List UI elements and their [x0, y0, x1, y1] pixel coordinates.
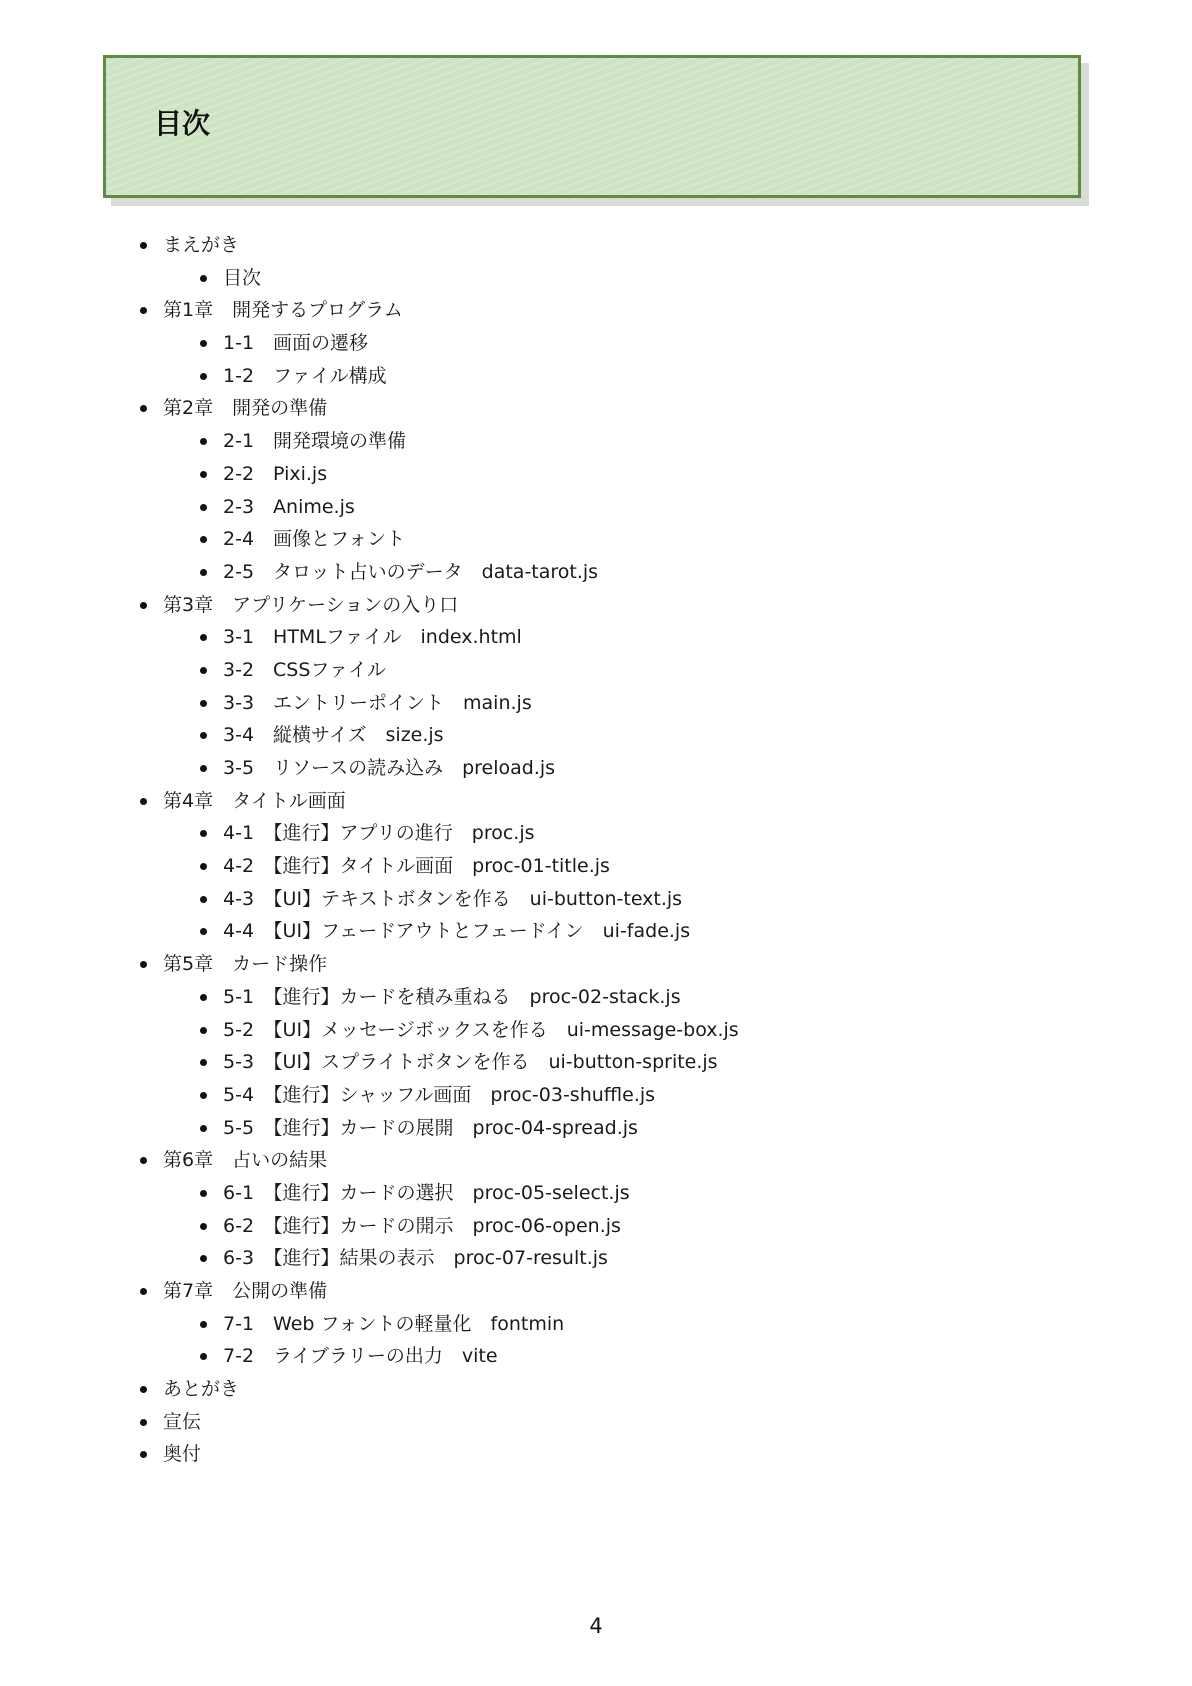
- toc-section-item: 7-1 Web フォントの軽量化 fontmin: [223, 1308, 739, 1341]
- toc-chapter-item: 第1章 開発するプログラム: [163, 294, 739, 327]
- toc-section-item: 3-3 エントリーポイント main.js: [223, 687, 739, 720]
- toc-chapter-item: 第3章 アプリケーションの入り口: [163, 589, 739, 622]
- page-number: 4: [589, 1614, 603, 1638]
- toc-section-item: 3-1 HTMLファイル index.html: [223, 621, 739, 654]
- toc-chapter-item: 第6章 占いの結果: [163, 1144, 739, 1177]
- toc-section-item: 4-3 【UI】テキストボタンを作る ui-button-text.js: [223, 883, 739, 916]
- toc-section-item: 6-2 【進行】カードの開示 proc-06-open.js: [223, 1210, 739, 1243]
- toc-heading-box: [103, 55, 1081, 198]
- toc-section-item: 5-5 【進行】カードの展開 proc-04-spread.js: [223, 1112, 739, 1145]
- toc-chapter-item: 第5章 カード操作: [163, 948, 739, 981]
- toc-chapter-item: 宣伝: [163, 1406, 739, 1439]
- toc-section-item: 1-1 画面の遷移: [223, 327, 739, 360]
- toc-section-item: 目次: [223, 262, 739, 295]
- toc-section-item: 2-4 画像とフォント: [223, 523, 739, 556]
- toc-section-item: 4-4 【UI】フェードアウトとフェードイン ui-fade.js: [223, 915, 739, 948]
- page-title: 目次: [154, 107, 211, 140]
- toc-section-item: 3-4 縦横サイズ size.js: [223, 719, 739, 752]
- toc-chapter-item: 奥付: [163, 1438, 739, 1471]
- toc-section-item: 2-2 Pixi.js: [223, 458, 739, 491]
- toc-section-item: 3-5 リソースの読み込み preload.js: [223, 752, 739, 785]
- toc-section-item: 6-3 【進行】結果の表示 proc-07-result.js: [223, 1242, 739, 1275]
- toc-section-item: 4-1 【進行】アプリの進行 proc.js: [223, 817, 739, 850]
- toc-section-item: 5-1 【進行】カードを積み重ねる proc-02-stack.js: [223, 981, 739, 1014]
- table-of-contents: [163, 229, 739, 1471]
- toc-section-item: 4-2 【進行】タイトル画面 proc-01-title.js: [223, 850, 739, 883]
- toc-section-item: 5-3 【UI】スプライトボタンを作る ui-button-sprite.js: [223, 1046, 739, 1079]
- toc-section-item: 3-2 CSSファイル: [223, 654, 739, 687]
- toc-chapter-item: 第4章 タイトル画面: [163, 785, 739, 818]
- toc-section-item: 2-1 開発環境の準備: [223, 425, 739, 458]
- toc-section-item: 2-3 Anime.js: [223, 491, 739, 524]
- toc-section-item: 2-5 タロット占いのデータ data-tarot.js: [223, 556, 739, 589]
- toc-chapter-item: 第2章 開発の準備: [163, 392, 739, 425]
- toc-section-item: 6-1 【進行】カードの選択 proc-05-select.js: [223, 1177, 739, 1210]
- toc-section-item: 7-2 ライブラリーの出力 vite: [223, 1340, 739, 1373]
- toc-section-item: 5-2 【UI】メッセージボックスを作る ui-message-box.js: [223, 1014, 739, 1047]
- toc-chapter-item: あとがき: [163, 1373, 739, 1406]
- toc-chapter-item: 第7章 公開の準備: [163, 1275, 739, 1308]
- toc-section-item: 1-2 ファイル構成: [223, 360, 739, 393]
- toc-section-item: 5-4 【進行】シャッフル画面 proc-03-shuffle.js: [223, 1079, 739, 1112]
- toc-chapter-item: まえがき: [163, 229, 739, 262]
